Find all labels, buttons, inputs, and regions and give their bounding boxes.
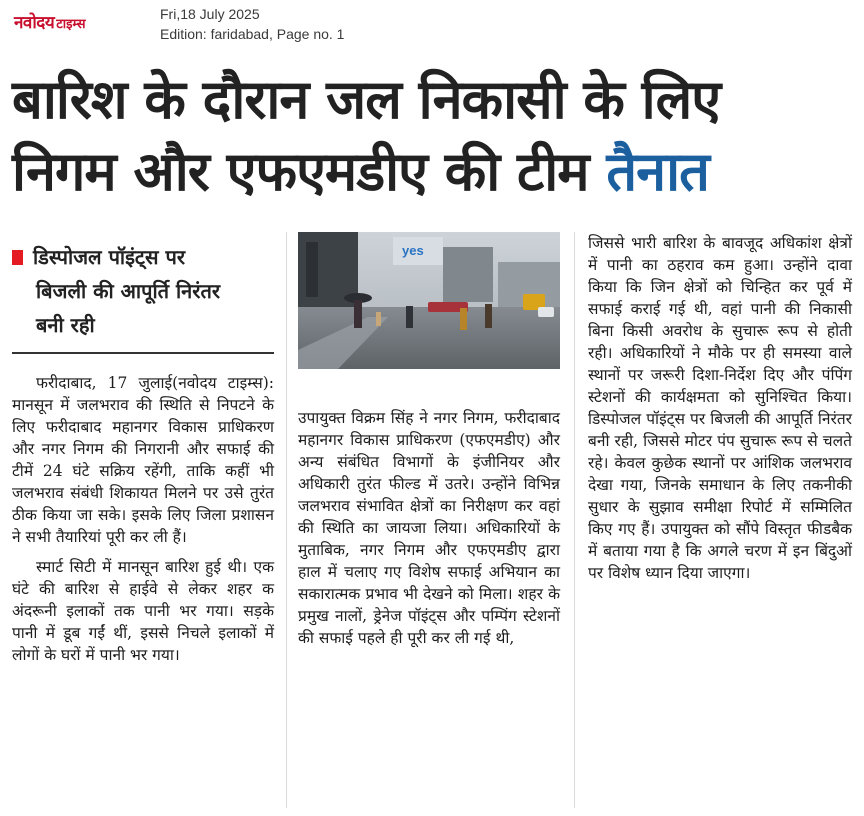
article-column-1	[12, 372, 274, 666]
column-divider-2	[574, 232, 575, 808]
masthead-bar	[0, 0, 864, 48]
edition-meta	[160, 4, 344, 44]
article-column-2	[298, 407, 560, 649]
col3-paragraph-1: जिससे भारी बारिश के बावजूद अधिकांश क्षेत्रों में पानी का ठहराव कम हुआ। उन्होंने दावा किया कि जिन क्षेत्रों को चिन्हित कर पूर्व में सफाई कराई गई थी, वहां पानी की निकासी बिना किसी अवरोध के सुचारू रूप से होती रही। अधिकारियों ने मौके पर ही समस्या वाले स्थानों पर जरूरी दिशा-निर्देश दिए और पंपिंग स्टेशनों की कार्यक्षमता को सुनिश्चित किया। डिस्पोजल पॉइंट्स पर बिजली की आपूर्ति निरंतर बनी रही, जिससे मोटर पंप सुचारू रूप से चलते रहे। केवल कुछेक स्थानों पर आंशिक जलभराव देखा गया, जिनके समाधान के लिए तकनीकी सुधार के सुझाव समीक्षा रिपोर्ट में सम्मिलित किए गए हैं। उपायुक्त को सौंपे विस्तृत फीडबैक में बताया गया है कि अगले चरण में इन बिंदुओं पर विशेष ध्यान दिया जाएगा।	[588, 234, 852, 582]
headline-line-1: बारिश के दौरान जल निकासी के लिए	[12, 68, 721, 131]
headline-line-2	[12, 136, 852, 208]
subheading-divider	[12, 352, 274, 354]
logo-sub-text: टाइम्स	[56, 17, 86, 32]
edition-info: Edition: faridabad, Page no. 1	[160, 26, 345, 42]
photo-illustration	[298, 232, 560, 369]
photo-sign-text: yes	[402, 243, 424, 258]
article-subheading	[12, 240, 274, 342]
logo-main-text: नवोदय	[14, 13, 55, 33]
article-column-3	[588, 232, 852, 584]
news-photo-rain-street[interactable]	[298, 232, 560, 369]
headline-accent-word: तैनात	[606, 140, 709, 203]
subhead-line-1: डिस्पोजल पॉइंट्स पर	[12, 240, 274, 274]
subhead-line-3: बनी रही	[36, 313, 95, 337]
newspaper-logo[interactable]	[14, 10, 86, 34]
publication-date: Fri,18 July 2025	[160, 6, 260, 22]
col1-paragraph-1: फरीदाबाद, 17 जुलाई(नवोदय टाइम्स): मानसून में जलभराव की स्थिति से निपटने के लिए फरीदाबाद महानगर विकास प्राधिकरण और नगर निगम की निगरानी और सफाई की टीमें 24 घंटे सक्रिय रहेंगी, ताकि कहीं भी जलभराव संबंधी शिकायत मिलने पर उसे तुरंत ठीक किया जा सके। इसके लिए जिला प्रशासन ने सभी तैयारियां पूरी कर ली हैं।	[12, 374, 274, 546]
article-headline	[12, 64, 852, 208]
col2-paragraph-1: उपायुक्त विक्रम सिंह ने नगर निगम, फरीदाबाद महानगर विकास प्राधिकरण (एफएमडीए) और अन्य संबंधित विभागों के इंजीनियर और अधिकारी तुरंत फील्ड में उतरे। उन्होंने विभिन्न जलभराव संभावित क्षेत्रों का निरीक्षण कर वहां की स्थिति का जायजा लिया। अधिकारियों के मुताबिक, नगर निगम और एफएमडीए द्वारा हाल में चलाए गए विशेष सफाई अभियान का सकारात्मक प्रभाव भी देखने को मिला। शहर के प्रमुख नालों, ड्रेनेज पॉइंट्स और पम्पिंग स्टेशनों की सफाई पहले ही पूरी कर ली गई थी,	[298, 409, 560, 647]
red-square-marker-icon	[12, 250, 23, 265]
headline-line-2-main: निगम और एफएमडीए की टीम	[12, 140, 607, 203]
subhead-line-2: बिजली की आपूर्ति निरंतर	[36, 279, 221, 303]
col1-paragraph-2: स्मार्ट सिटी में मानसून बारिश हुई थी। एक घंटे की बारिश से हाईवे से लेकर शहर क अंदरूनी इलाकों तक पानी भर गया। सड़के पानी में डूब गईं थीं, इससे निचले इलाकों में लोगों के घरों में पानी भर गया।	[12, 558, 274, 664]
column-divider-1	[286, 232, 287, 808]
